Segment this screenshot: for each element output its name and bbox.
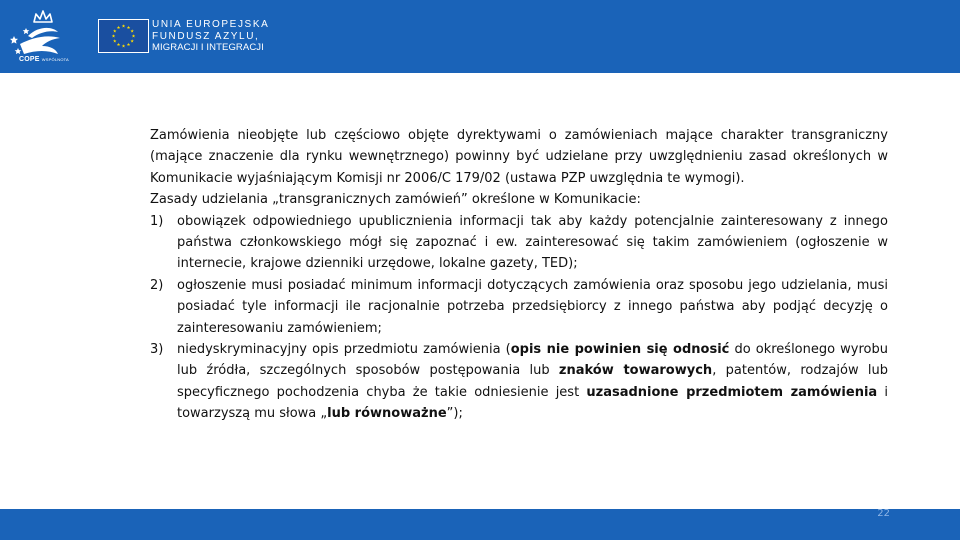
eu-star-icon: ★ bbox=[121, 43, 126, 49]
eu-star-icon: ★ bbox=[126, 24, 131, 30]
eu-star-icon: ★ bbox=[116, 24, 121, 30]
list-item: 3) niedyskryminacyjny opis przedmiotu zamówienia (opis nie powinien się odnosić do określonego wyrobu lub źródła, szczególnych sposobów postępowania lub znaków towarowych, patentów, rodzajów lub specyficznego pochodzenia chyba że takie odniesienie jest uzasadnione przedmiotem zamówienia i towarzyszą mu słowa „lub równoważne”); bbox=[150, 342, 888, 422]
eu-star-icon: ★ bbox=[112, 38, 117, 44]
slide-body bbox=[150, 125, 888, 425]
eu-star-icon: ★ bbox=[111, 33, 116, 39]
footer-bar bbox=[0, 509, 960, 540]
eu-star-icon: ★ bbox=[116, 42, 121, 48]
page-number: 22 bbox=[877, 508, 890, 519]
header-bar bbox=[0, 0, 960, 73]
eu-star-icon: ★ bbox=[126, 42, 131, 48]
cope-logo-text: COPE WSPÓLNOTA bbox=[19, 56, 69, 63]
eu-fund-label: UNIA EUROPEJSKA FUNDUSZ AZYLU, MIGRACJI I INTEGRACJI bbox=[152, 19, 270, 53]
principles-heading: Zasady udzielania „transgranicznych zamówień” określone w Komunikacie: bbox=[150, 192, 641, 208]
principles-list bbox=[150, 211, 888, 425]
intro-paragraph: Zamówienia nieobjęte lub częściowo objęte dyrektywami o zamówieniach mające charakter transgraniczny (mające znaczenie dla rynku wewnętrznego) powinny być udzielane przy uwzględnieniu zasad określonych w Komunikacie wyjaśniającym Komisji nr 2006/C 179/02 (ustawa PZP uwzględnia te wymogi). bbox=[150, 128, 888, 186]
eu-star-icon: ★ bbox=[130, 28, 135, 34]
eu-star-icon: ★ bbox=[130, 38, 135, 44]
eu-star-icon: ★ bbox=[121, 23, 126, 29]
list-item: 1) obowiązek odpowiedniego upublicznienia informacji tak aby każdy potencjalnie zainteresowany z innego państwa członkowskiego mógł się zapoznać i ew. zainteresować się takim zamówieniem (ogłoszenie w internecie, krajowe dzienniki urzędowe, lokalne gazety, TED); bbox=[150, 213, 888, 272]
eu-star-icon: ★ bbox=[131, 33, 136, 39]
eu-flag-icon bbox=[98, 19, 149, 53]
eu-star-icon: ★ bbox=[112, 28, 117, 34]
list-item: 2) ogłoszenie musi posiadać minimum informacji dotyczących zamówienia oraz sposobu jego udzielania, musi posiadać tyle informacji ile racjonalnie potrzeba przedsiębiorcy z innego państwa aby podjąć decyzję o zainteresowaniu zamówieniem; bbox=[150, 277, 888, 336]
